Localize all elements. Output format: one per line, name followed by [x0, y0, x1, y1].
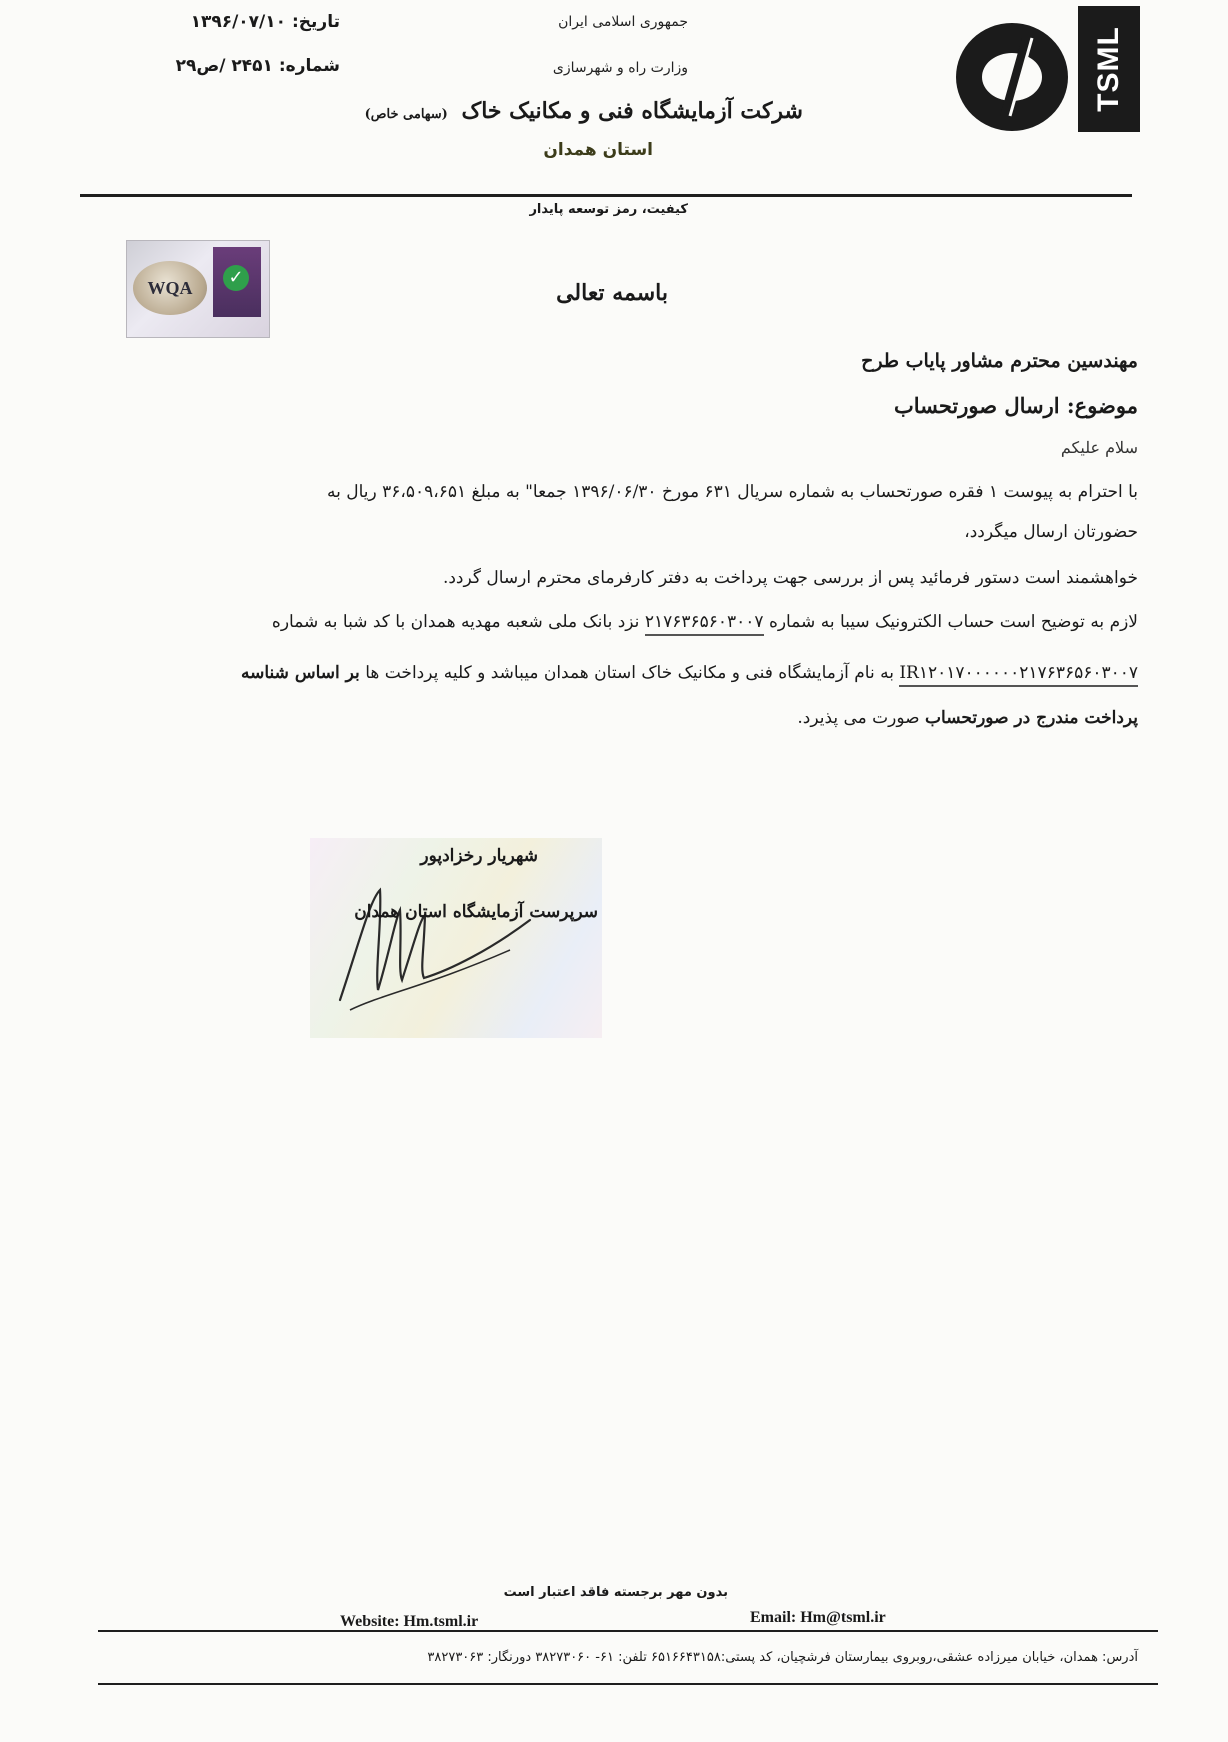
- wqa-seal: WQA: [133, 261, 207, 315]
- date-label: تاریخ:: [292, 12, 340, 32]
- header-divider: [80, 194, 1132, 197]
- paragraph-3-line-2: [88, 665, 1138, 682]
- paragraph-1-line-2: حضورتان ارسال میگردد،: [964, 522, 1138, 542]
- tsml-logo-box: [1078, 6, 1140, 132]
- invocation: باسمه تعالی: [556, 280, 668, 306]
- address-line: آدرس: همدان، خیابان میرزاده عشقی،روبروی بیمارستان فرشچیان، کد پستی:۶۵۱۶۶۴۳۱۵۸ تلفن: ۶۱- ۳۸۲۷۳۰۶۰ دورنگار: ۳۸۲۷۳۰۶۳: [427, 1650, 1138, 1665]
- paragraph-3-line-3: [88, 710, 1138, 727]
- ukas-mark: [213, 247, 261, 317]
- paragraph-2: خواهشمند است دستور فرمائید پس از بررسی جهت پرداخت به دفتر کارفرمای محترم ارسال گردد.: [442, 568, 1138, 588]
- paragraph-3-bold-b: پرداخت مندرج در صورتحساب: [925, 708, 1138, 728]
- addressee: مهندسین محترم مشاور پایاب طرح: [861, 350, 1138, 372]
- company-emblem-icon: [952, 20, 1072, 134]
- paragraph-1-line-1: با احترام به پیوست ۱ فقره صورتحساب به شماره سریال ۶۳۱ مورخ ۱۳۹۶/۰۶/۳۰ جمعا" به مبلغ ۳۶،۵۰۹،۶۵۱ ریال به: [326, 482, 1138, 502]
- date-value: ۱۳۹۶/۰۷/۱۰: [190, 12, 286, 32]
- website-text: Website: Hm.tsml.ir: [340, 1613, 479, 1630]
- motto: کیفیت، رمز توسعه پایدار: [529, 202, 688, 217]
- logo-text: TSML: [1092, 26, 1125, 112]
- letter-date: [191, 12, 340, 32]
- footer-divider-bottom: [98, 1683, 1158, 1685]
- greeting: سلام علیکم: [1060, 438, 1138, 457]
- province-line: استان همدان: [543, 140, 653, 160]
- signer-title: سرپرست آزمایشگاه استان همدان: [354, 902, 598, 922]
- paragraph-3-text-b: نزد بانک ملی شعبه مهدیه همدان با کد شبا به شماره: [271, 612, 640, 632]
- account-number: ۲۱۷۶۳۶۵۶۰۳۰۰۷: [645, 612, 764, 636]
- subject: موضوع: ارسال صورتحساب: [893, 393, 1138, 418]
- certification-badge: [126, 240, 270, 338]
- paragraph-3-bold-a: بر اساس شناسه: [241, 663, 360, 683]
- stamp-note: بدون مهر برجسته فاقد اعتبار است: [503, 1585, 728, 1600]
- company-name-text: شرکت آزمایشگاه فنی و مکانیک خاک: [461, 98, 803, 124]
- email-text: Email: Hm@tsml.ir: [750, 1609, 886, 1626]
- paragraph-3-text-c: به نام آزمایشگاه فنی و مکانیک خاک استان همدان میباشد و کلیه پرداخت ها: [365, 663, 894, 683]
- checkmark-icon: ✓: [223, 265, 249, 291]
- number-value: ۲۴۵۱ /ص۲۹: [175, 56, 273, 76]
- company-type: (سهامی خاص): [364, 107, 448, 122]
- number-label: شماره:: [278, 56, 340, 76]
- government-line: جمهوری اسلامی ایران: [558, 14, 688, 30]
- ministry-line: وزارت راه و شهرسازی: [552, 60, 688, 76]
- footer-divider-top: [98, 1630, 1158, 1632]
- paragraph-3-text-a: لازم به توضیح است حساب الکترونیک سیبا به شماره: [768, 612, 1138, 632]
- company-name: [365, 98, 803, 124]
- paragraph-3-line-1: [88, 614, 1138, 631]
- letter-number: [176, 56, 340, 76]
- sheba-number: IR۱۲۰۱۷۰۰۰۰۰۰۲۱۷۶۳۶۵۶۰۳۰۰۷: [899, 663, 1138, 687]
- signer-name: شهریار رخزادپور: [420, 846, 538, 866]
- paragraph-3-text-d: صورت می پذیرد.: [797, 708, 920, 728]
- handwritten-signature: [320, 860, 560, 1030]
